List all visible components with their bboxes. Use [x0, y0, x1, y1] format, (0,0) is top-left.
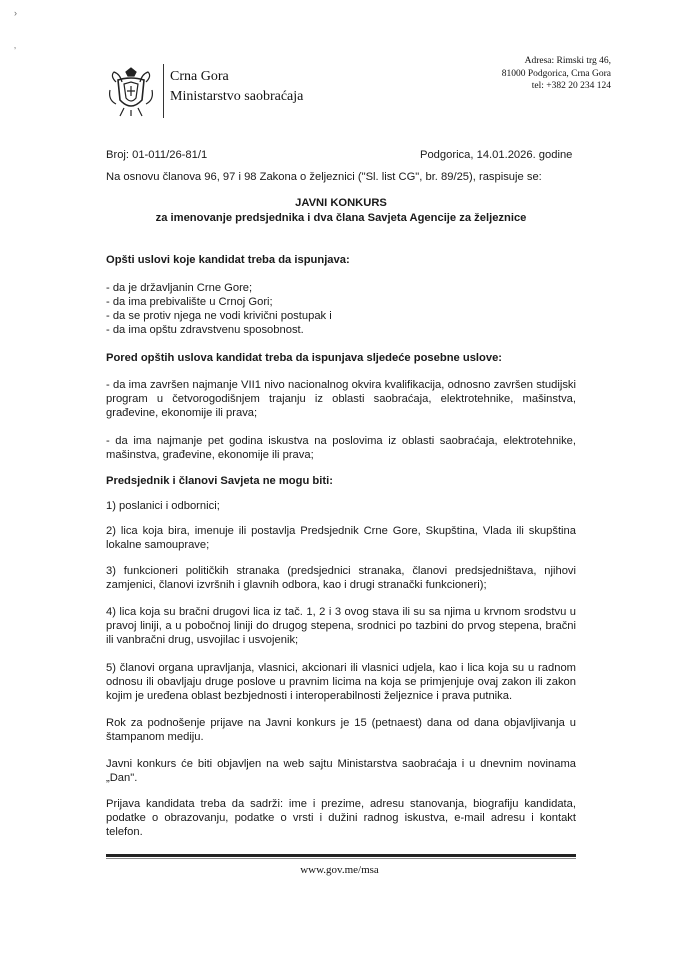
- footer-rule-thin: [106, 858, 576, 859]
- scan-mark: ‚: [14, 40, 16, 50]
- exclusion-item: 4) lica koja su bračni drugovi lica iz tač. 1, 2 i 3 ovog stava ili su sa njima u krvnom srodstvu u pravoj liniji, a u pobočnoj liniji do drugog stepena, srodnici po tazbini do prvog stepena, bračni ili vanbračni drug, usvojilac i usvojenik;: [106, 606, 576, 646]
- document-subtitle: za imenovanje predsjednika i dva člana Savjeta Agencije za željeznice: [155, 212, 527, 224]
- application-contents-text: Prijava kandidata treba da sadrži: ime i prezime, adresu stanovanja, biografiju kandidata, podatke o obrazovanju, podatke o vrsti i dužini radnog iskustva, e-mail adresu i kontakt telefon.: [106, 798, 576, 838]
- reference-number: Broj: 01-011/26-81/1: [106, 149, 208, 161]
- scan-mark: ›: [14, 8, 17, 18]
- ministry-title: Ministarstvo saobraćaja: [170, 89, 304, 104]
- list-item: - da je državljanin Crne Gore;: [106, 282, 253, 294]
- footer-rule: [106, 854, 576, 857]
- exclusion-item: 2) lica koja bira, imenuje ili postavlja Predsjednik Crne Gore, Skupština, Vlada ili skupština lokalne samouprave;: [106, 525, 576, 551]
- exclusion-item: 1) poslanici i odbornici;: [106, 500, 220, 512]
- deadline-text: Rok za podnošenje prijave na Javni konkurs je 15 (petnaest) dana od dana objavljivanja u štampanom mediju.: [106, 717, 576, 743]
- ministry-name: [170, 67, 303, 107]
- place-date: Podgorica, 14.01.2026. godine: [420, 149, 573, 161]
- coat-of-arms-logo: [106, 66, 156, 118]
- list-item: - da se protiv njega ne vodi krivični postupak i: [106, 310, 332, 322]
- list-item: - da ima prebivalište u Crnoj Gori;: [106, 296, 273, 308]
- general-conditions-heading: Opšti uslovi koje kandidat treba da ispunjava:: [106, 254, 350, 266]
- intro-text: Na osnovu članova 96, 97 i 98 Zakona o željeznici ("Sl. list CG", br. 89/25), raspisuje se:: [106, 171, 542, 183]
- phone-line: tel: +382 20 234 124: [531, 81, 611, 91]
- address-line: Adresa: Rimski trg 46,: [524, 56, 611, 66]
- special-condition: - da ima najmanje pet godina iskustva na poslovima iz oblasti saobraćaja, elektrotehnike, mašinstva, građevine, ekonomije ili prava;: [106, 435, 576, 461]
- publication-text: Javni konkurs će biti objavljen na web sajtu Ministarstva saobraćaja i u dnevnim novinama „Dan".: [106, 758, 576, 784]
- country-name: Crna Gora: [170, 69, 229, 84]
- exclusions-heading: Predsjednik i članovi Savjeta ne mogu biti:: [106, 475, 333, 487]
- address-block: [502, 55, 611, 93]
- address-line: 81000 Podgorica, Crna Gora: [501, 68, 611, 79]
- list-item: - da ima opštu zdravstvenu sposobnost.: [106, 324, 304, 336]
- special-condition: - da ima završen najmanje VII1 nivo nacionalnog okvira kvalifikacija, odnosno završen studijski program u četvorogodišnjem trajanju iz oblasti saobraćaja, elektrotehnike, mašinstva, građevine, ekonomije ili prava;: [106, 379, 576, 419]
- document-title: JAVNI KONKURS: [295, 197, 387, 209]
- exclusion-item: 5) članovi organa upravljanja, vlasnici, akcionari ili vlasnici udjela, kao i lica koja su u radnom odnosu ili obavljaju druge poslove u pravnim licima na koja se primjenjuje ovaj zakon ili zakon kojim je uređena oblast bezbjednosti i interoperabilnosti željeznice i prava putnika.: [106, 662, 576, 702]
- exclusion-item: 3) funkcioneri političkih stranaka (predsjednici stranaka, članovi predsjedništava, njihovi zamjenici, članovi izvršnih i glavnih odbora, kao i drugi stranački funkcioneri);: [106, 565, 576, 591]
- special-conditions-heading: Pored opštih uslova kandidat treba da ispunjava sljedeće posebne uslove:: [106, 352, 503, 364]
- header-divider: [163, 64, 164, 118]
- footer-website[interactable]: www.gov.me/msa: [300, 864, 379, 876]
